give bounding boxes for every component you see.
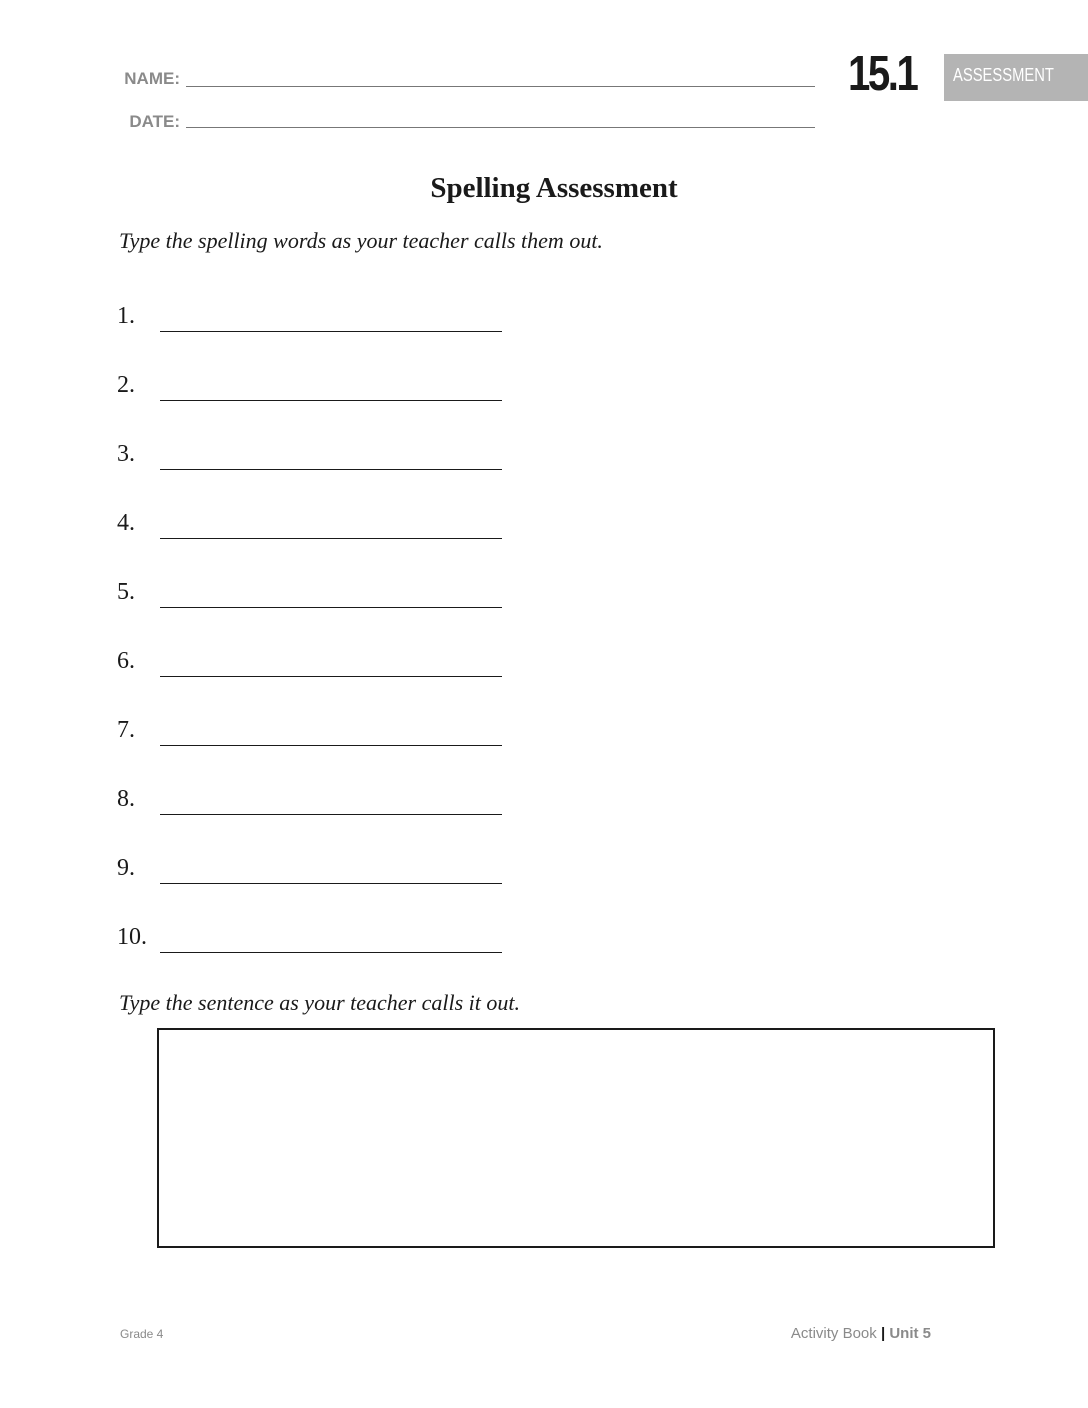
name-label: NAME: — [124, 69, 180, 88]
answer-row-3 — [117, 440, 517, 476]
words-instruction: Type the spelling words as your teacher calls them out. — [119, 228, 603, 253]
answer-input[interactable] — [160, 883, 502, 884]
answer-input[interactable] — [160, 814, 502, 815]
lesson-number: 15.1 — [848, 47, 917, 101]
answer-input[interactable] — [160, 607, 502, 608]
answer-number: 1. — [117, 303, 135, 329]
answer-number: 7. — [117, 717, 135, 743]
answer-row-2 — [117, 371, 517, 407]
answer-row-8 — [117, 785, 517, 821]
footer-grade: Grade 4 — [120, 1327, 164, 1341]
footer-unit: Unit 5 — [889, 1325, 931, 1342]
answer-number: 3. — [117, 441, 135, 467]
answer-number: 9. — [117, 855, 135, 881]
answer-number: 10. — [117, 924, 147, 950]
answer-number: 6. — [117, 648, 135, 674]
answer-row-5 — [117, 578, 517, 614]
footer-separator: | — [880, 1325, 886, 1342]
sentence-instruction: Type the sentence as your teacher calls it out. — [119, 990, 520, 1015]
answer-input[interactable] — [160, 952, 502, 953]
answer-row-6 — [117, 647, 517, 683]
page-title: Spelling Assessment — [430, 172, 678, 204]
answer-input[interactable] — [160, 538, 502, 539]
answer-row-1 — [117, 302, 517, 338]
date-field[interactable] — [186, 127, 815, 128]
answer-row-7 — [117, 716, 517, 752]
name-field[interactable] — [186, 86, 815, 87]
answer-input[interactable] — [160, 745, 502, 746]
answer-number: 8. — [117, 786, 135, 812]
answer-input[interactable] — [160, 400, 502, 401]
footer-book-info — [791, 1325, 931, 1342]
answer-row-9 — [117, 854, 517, 890]
sentence-input-box[interactable] — [157, 1028, 995, 1248]
answer-number: 4. — [117, 510, 135, 536]
answer-row-10 — [117, 923, 517, 959]
answer-input[interactable] — [160, 676, 502, 677]
assessment-badge-label: ASSESSMENT — [953, 65, 1054, 85]
answer-number: 2. — [117, 372, 135, 398]
answer-row-4 — [117, 509, 517, 545]
answer-input[interactable] — [160, 331, 502, 332]
answer-number: 5. — [117, 579, 135, 605]
assessment-badge — [944, 54, 1088, 101]
answer-input[interactable] — [160, 469, 502, 470]
date-label: DATE: — [129, 112, 180, 131]
footer-book: Activity Book — [790, 1325, 877, 1342]
